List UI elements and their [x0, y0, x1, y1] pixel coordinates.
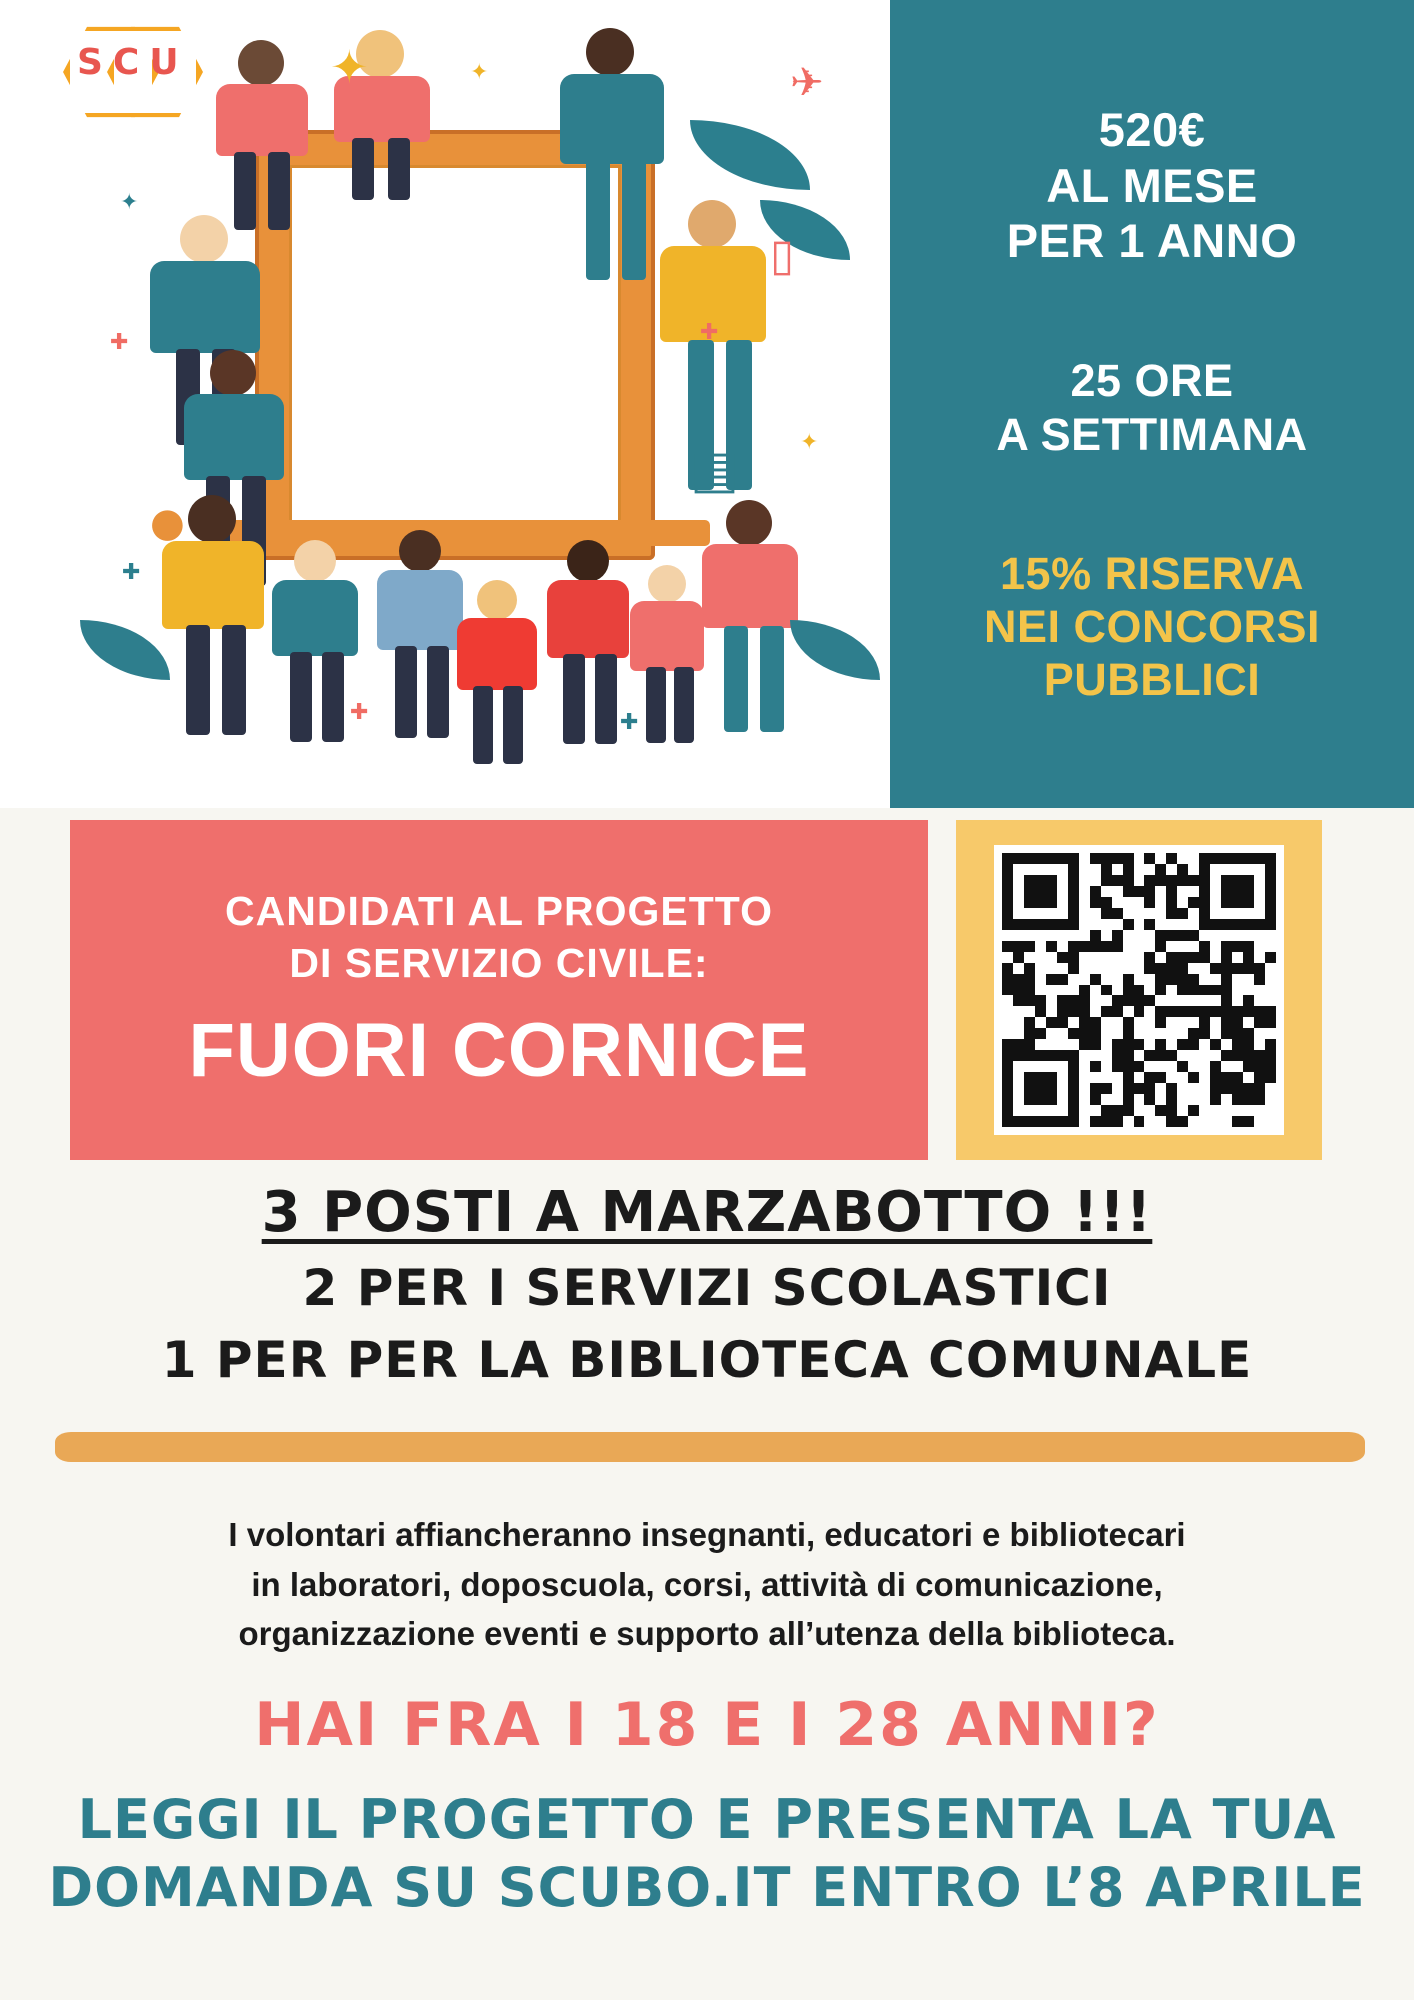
cta-action: [0, 1786, 1414, 1921]
qr-code[interactable]: [994, 845, 1284, 1135]
info-block-hours: [996, 354, 1307, 460]
info-block-reserve: [984, 547, 1320, 706]
cta-question: HAI FRA I 18 E I 28 ANNI?: [254, 1690, 1160, 1760]
info-line: PER 1 ANNO: [1006, 213, 1298, 267]
sparkle-icon: ✚: [350, 700, 369, 725]
illustration-area: [0, 0, 890, 808]
positions-headline: [0, 1180, 1414, 1389]
paragraph-line-3: organizzazione eventi e supporto all’utenza della biblioteca.: [238, 1615, 1176, 1652]
sparkle-icon: ✦: [470, 60, 489, 85]
headline-line-1: 3 POSTI A MARZABOTTO !!!: [261, 1180, 1153, 1245]
airplane-icon: ✈: [790, 60, 824, 106]
leaf-decoration: [80, 620, 170, 680]
star-icon: ✦: [330, 40, 369, 94]
cta-action-line-1: LEGGI IL PROGETTO E PRESENTA LA TUA: [77, 1788, 1337, 1851]
picture-frame-base-bar: [210, 520, 710, 546]
brush-divider: [55, 1432, 1365, 1462]
info-block-salary: [1007, 102, 1298, 268]
sparkle-icon: ✦: [120, 190, 139, 215]
headline-line-2: 2 PER I SERVIZI SCOLASTICI: [302, 1259, 1112, 1317]
top-section: [0, 0, 1414, 808]
cta-action-line-2: DOMANDA SU SCUBO.IT ENTRO L’8 APRILE: [48, 1855, 1366, 1919]
project-banner: [70, 820, 928, 1160]
paragraph-line-2: in laboratori, doposcuola, corsi, attività di comunicazione,: [251, 1565, 1163, 1603]
paragraph-line-1: I volontari affiancheranno insegnanti, educatori e bibliotecari: [228, 1516, 1186, 1553]
scubo-logo: [55, 16, 215, 126]
info-line: 520€: [1098, 103, 1206, 157]
leaf-decoration: [690, 120, 810, 190]
sparkle-icon: ✚: [620, 710, 639, 735]
sparkle-icon: ✚: [122, 560, 141, 585]
radio-icon: ▤: [690, 440, 740, 500]
description-paragraph: [100, 1510, 1314, 1659]
info-line: A SETTIMANA: [996, 408, 1308, 460]
banner-subtitle-line2: DI SERVIZIO CIVILE:: [289, 939, 709, 986]
info-line: 25 ORE: [1070, 355, 1234, 407]
info-panel: [890, 0, 1414, 808]
banner-subtitle: [225, 886, 773, 989]
sparkle-icon: ✚: [700, 320, 719, 345]
info-line: 15% RISERVA: [1000, 547, 1304, 599]
qr-code-frame[interactable]: [956, 820, 1322, 1160]
call-to-action: [0, 1690, 1414, 1921]
leaf-decoration: [790, 620, 880, 680]
info-line: AL MESE: [1046, 158, 1258, 212]
banner-title: FUORI CORNICE: [188, 1007, 810, 1093]
banner-subtitle-line1: CANDIDATI AL PROGETTO: [225, 888, 773, 935]
sparkle-icon: ✦: [800, 430, 819, 455]
sparkle-icon: ✚: [110, 330, 129, 355]
info-line: PUBBLICI: [1043, 653, 1261, 705]
smartphone-icon: ▯: [770, 230, 795, 281]
info-line: NEI CONCORSI: [983, 600, 1321, 652]
basketball-icon: ●: [150, 500, 185, 546]
headline-line-3: 1 PER PER LA BIBLIOTECA COMUNALE: [161, 1331, 1253, 1389]
logo-letters: SCU: [77, 42, 189, 83]
picture-frame-inner: [292, 168, 618, 522]
